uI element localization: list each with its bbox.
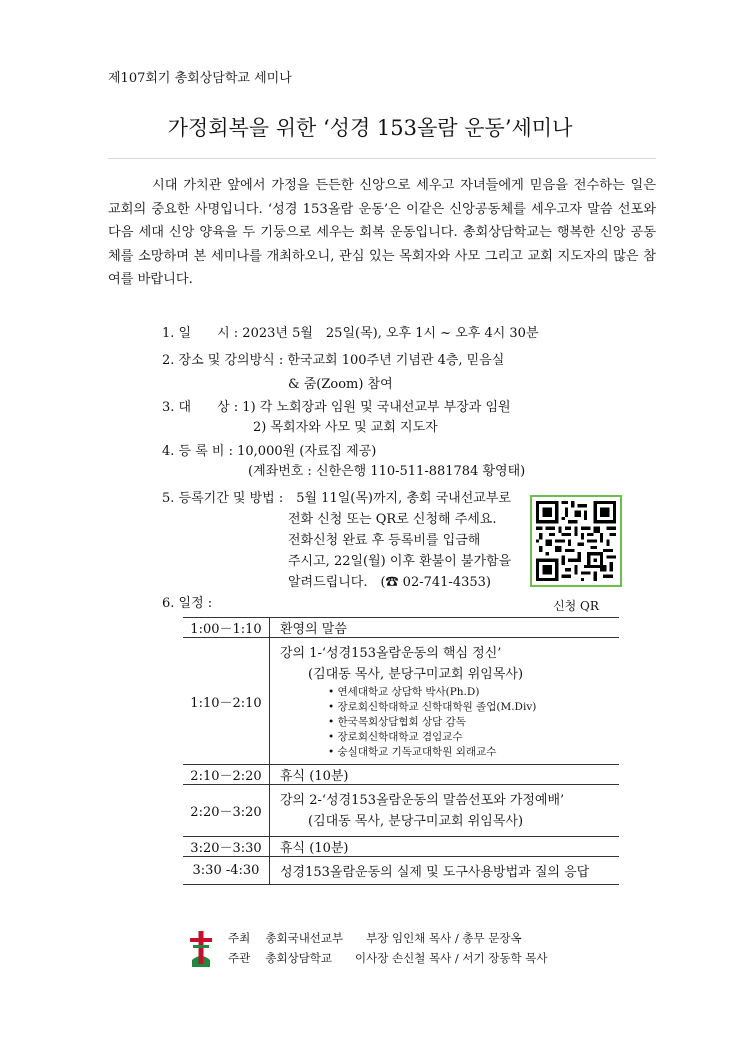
lecture-speaker: (김대동 목사, 분당구미교회 위임목사) bbox=[308, 813, 524, 829]
item-audience-2: 2) 목회자와 사모 및 교회 지도자 bbox=[253, 420, 438, 435]
item-datetime: 1. 일 시 : 2023년 5월 25일(목), 오후 1시 ~ 오후 4시 30분 bbox=[162, 326, 539, 341]
schedule-desc bbox=[270, 785, 620, 837]
page-title: 가정회복을 위한 ‘성경 153올람 운동’세미나 bbox=[167, 116, 573, 140]
table-row bbox=[183, 618, 619, 638]
item-audience-1: 3. 대 상 : 1) 각 노회장과 임원 및 국내선교부 부장과 임원 bbox=[162, 400, 511, 415]
schedule-time: 3:20－3:30 bbox=[183, 837, 270, 857]
item-registration-4: 주시고, 22일(월) 이후 환불이 불가함을 bbox=[288, 554, 512, 569]
lecture-title: 강의 1-‘성경153올람운동의 핵심 정신’ bbox=[280, 645, 502, 661]
table-row bbox=[183, 785, 619, 837]
speaker-credential: • 연세대학교 상담학 박사(Ph.D) bbox=[328, 685, 480, 698]
item-registration-3: 전화신청 완료 후 등록비를 입금해 bbox=[288, 533, 481, 548]
schedule-desc: 환영의 말씀 bbox=[270, 618, 620, 638]
table-row bbox=[183, 638, 619, 765]
schedule-time: 2:20－3:20 bbox=[183, 785, 270, 837]
schedule-time: 1:10－2:10 bbox=[183, 638, 270, 765]
document-header: 제107회기 총회상담학교 세미나 bbox=[108, 71, 292, 86]
schedule-time: 1:00－1:10 bbox=[183, 618, 270, 638]
item-venue-zoom: & 줌(Zoom) 참여 bbox=[288, 377, 393, 392]
speaker-credential: • 한국목회상담협회 상담 감독 bbox=[328, 715, 466, 728]
schedule-desc bbox=[270, 638, 620, 765]
title-divider bbox=[108, 158, 656, 159]
lecture-title: 강의 2-‘성경153올람운동의 말씀선포와 가정예배’ bbox=[280, 792, 565, 808]
schedule-time: 2:10－2:20 bbox=[183, 765, 270, 785]
item-registration-2: 전화 신청 또는 QR로 신청해 주세요. bbox=[288, 512, 497, 527]
table-row bbox=[183, 857, 619, 885]
schedule-time: 3:30 -4:30 bbox=[183, 857, 270, 885]
intro-paragraph: 시대 가치관 앞에서 가정을 든든한 신앙으로 세우고 자녀들에게 믿음을 전수하는 일은 교회의 중요한 사명입니다. ‘성경 153올람 운동’은 이같은 신앙공동체를 세우고자 말씀 선포와 다음 세대 신앙 양육을 두 기둥으로 세우는 회복 운동입니다. 총회상담학교는 행복한 신앙 공동체를 소망하며 본 세미나를 개최하오니, 관심 있는 목회자와 사모 그리고 교회 지도자의 많은 참여를 바랍니다. bbox=[108, 178, 656, 288]
table-row bbox=[183, 837, 619, 857]
church-logo bbox=[188, 930, 214, 972]
item-schedule-heading: 6. 일정 : bbox=[162, 596, 213, 611]
schedule-table bbox=[183, 617, 619, 885]
schedule-desc: 성경153올람운동의 실제 및 도구사용방법과 질의 응답 bbox=[270, 857, 620, 885]
item-venue: 2. 장소 및 강의방식 : 한국교회 100주년 기념관 4층, 믿음실 bbox=[162, 353, 505, 368]
schedule-desc: 휴식 (10분) bbox=[270, 837, 620, 857]
item-registration: 5. 등록기간 및 방법 : 5월 11일(목)까지, 총회 국내선교부로 bbox=[162, 491, 511, 506]
speaker-credential: • 숭실대학교 기독교대학원 외래교수 bbox=[328, 745, 497, 758]
footer-host: 주최 총회국내선교부 부장 임인채 목사 / 총무 문장옥 bbox=[228, 931, 522, 945]
cross-logo-icon bbox=[188, 930, 214, 968]
qr-code-icon bbox=[536, 501, 616, 581]
schedule-desc: 휴식 (10분) bbox=[270, 765, 620, 785]
speaker-credential: • 장로회신학대학교 겸임교수 bbox=[328, 730, 463, 743]
table-row bbox=[183, 765, 619, 785]
lecture-speaker: (김대동 목사, 분당구미교회 위임목사) bbox=[308, 666, 524, 682]
qr-caption: 신청 QR bbox=[553, 599, 599, 613]
speaker-credential: • 장로회신학대학교 신학대학원 졸업(M.Div) bbox=[328, 700, 537, 713]
item-fee: 4. 등 록 비 : 10,000원 (자료집 제공) bbox=[162, 444, 377, 459]
qr-code[interactable] bbox=[530, 495, 622, 587]
item-account: (계좌번호 : 신한은행 110-511-881784 황영태) bbox=[248, 464, 526, 479]
item-registration-5: 알려드립니다. (☎ 02-741-4353) bbox=[288, 575, 491, 590]
footer-organizer: 주관 총회상담학교 이사장 손신철 목사 / 서기 장동학 목사 bbox=[228, 951, 548, 965]
